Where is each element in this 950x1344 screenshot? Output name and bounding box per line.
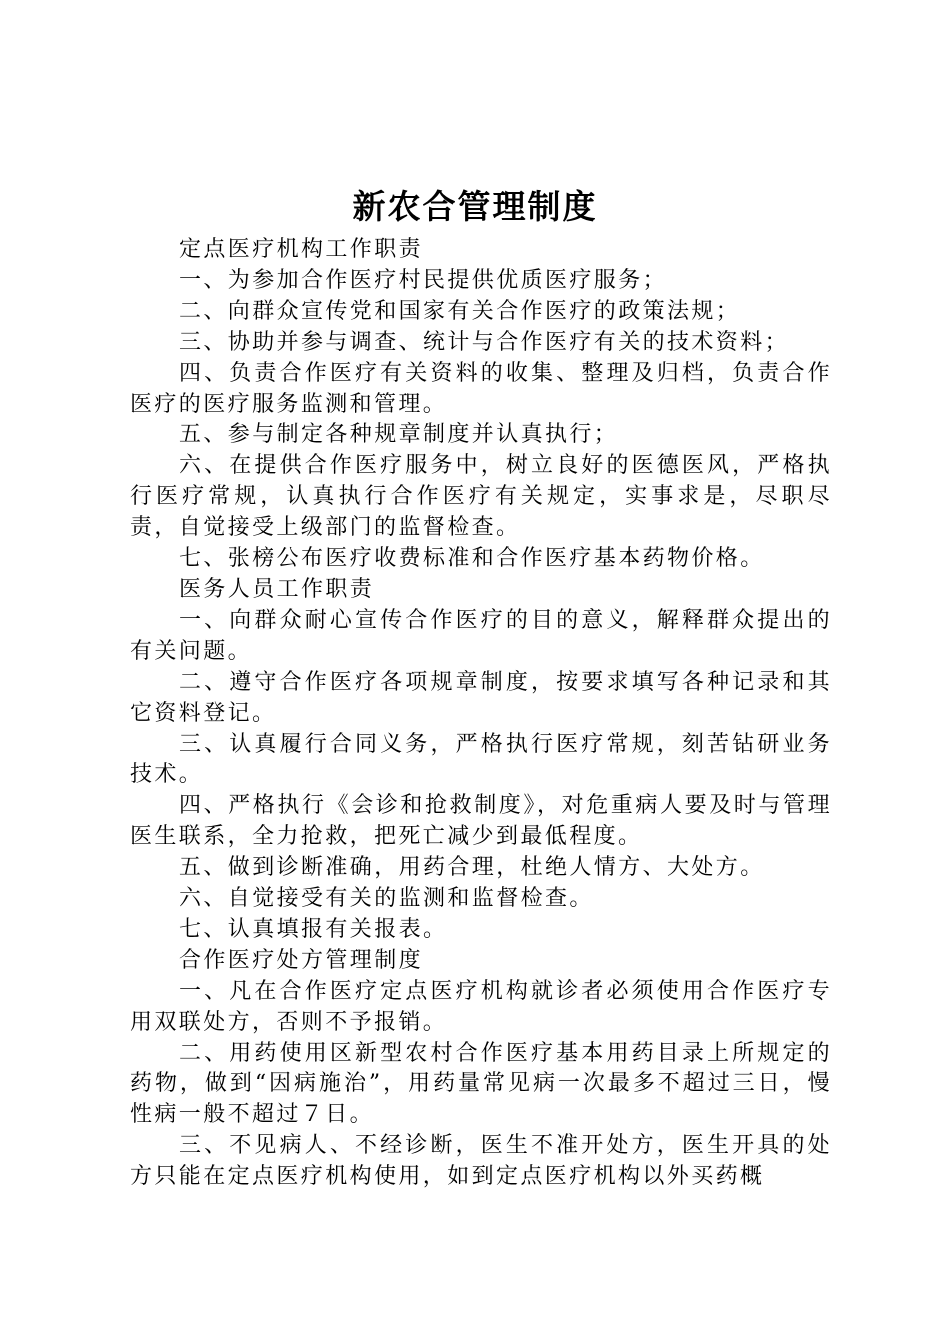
paragraph: 三、认真履行合同义务，严格执行医疗常规，刻苦钻研业务技术。 [130, 731, 832, 788]
paragraph: 六、在提供合作医疗服务中，树立良好的医德医风，严格执行医疗常规，认真执行合作医疗有关规定，实事求是，尽职尽责，自觉接受上级部门的监督检查。 [130, 453, 832, 541]
paragraph: 七、认真填报有关报表。 [179, 916, 448, 942]
section-heading-medical-staff: 医务人员工作职责 [179, 576, 375, 602]
document-title: 新农合管理制度 [352, 187, 598, 226]
paragraph: 一、凡在合作医疗定点医疗机构就诊者必须使用合作医疗专用双联处方，否则不予报销。 [130, 978, 832, 1035]
paragraph: 二、用药使用区新型农村合作医疗基本用药目录上所规定的药物，做到“因病施治”，用药量常见病一次最多不超过三日，慢性病一般不超过７日。 [130, 1040, 832, 1128]
paragraph: 七、张榜公布医疗收费标准和合作医疗基本药物价格。 [179, 546, 765, 572]
paragraph: 一、向群众耐心宣传合作医疗的目的意义，解释群众提出的有关问题。 [130, 607, 832, 664]
paragraph: 一、为参加合作医疗村民提供优质医疗服务； [179, 267, 668, 293]
paragraph: 六、自觉接受有关的监测和监督检查。 [179, 886, 594, 912]
section-heading-designated-institutions: 定点医疗机构工作职责 [179, 237, 424, 262]
paragraph: 三、协助并参与调查、统计与合作医疗有关的技术资料； [179, 329, 790, 355]
paragraph: 四、严格执行《会诊和抢救制度》，对危重病人要及时与管理医生联系，全力抢救，把死亡减少到最低程度。 [130, 793, 832, 850]
paragraph: 五、参与制定各种规章制度并认真执行； [179, 422, 619, 448]
document-body [130, 235, 832, 1193]
paragraph: 二、遵守合作医疗各项规章制度，按要求填写各种记录和其它资料登记。 [130, 669, 832, 726]
paragraph: 二、向群众宣传党和国家有关合作医疗的政策法规； [179, 298, 741, 324]
paragraph: 四、负责合作医疗有关资料的收集、整理及归档，负责合作医疗的医疗服务监测和管理。 [130, 360, 832, 417]
paragraph: 三、不见病人、不经诊断，医生不准开处方，医生开具的处方只能在定点医疗机构使用，如到定点医疗机构以外买药概 [130, 1133, 832, 1190]
section-heading-prescription-management: 合作医疗处方管理制度 [179, 947, 424, 973]
paragraph: 五、做到诊断准确，用药合理，杜绝人情方、大处方。 [179, 855, 765, 881]
